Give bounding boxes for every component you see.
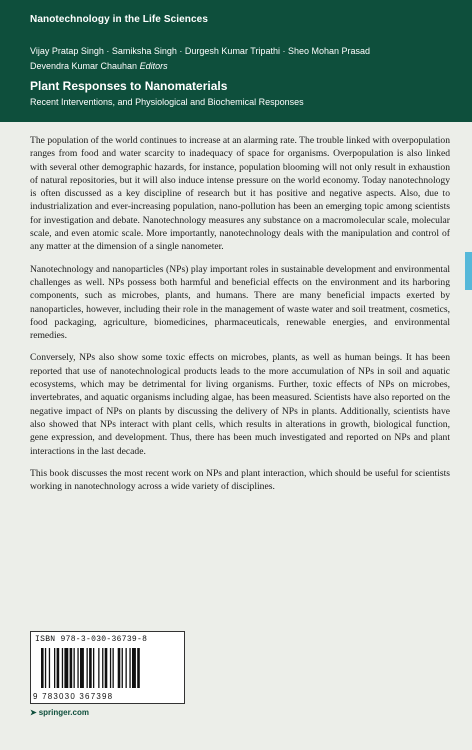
- barcode-stripe: [110, 648, 111, 688]
- barcode-stripe: [77, 648, 78, 688]
- barcode-stripe: [80, 648, 84, 688]
- isbn-label: ISBN 978-3-030-36739-8: [35, 635, 148, 644]
- barcode-stripe: [87, 648, 88, 688]
- barcode-stripe: [122, 648, 123, 688]
- book-title: Plant Responses to Nanomaterials: [30, 79, 228, 93]
- barcode-stripe: [74, 648, 75, 688]
- barcode-stripe: [137, 648, 140, 688]
- barcode-stripe: [126, 648, 127, 688]
- barcode-stripe: [49, 648, 50, 688]
- barcode-stripe: [62, 648, 63, 688]
- barcode-number: 9 783030 367398: [33, 692, 114, 701]
- barcode-stripe: [45, 648, 46, 688]
- barcode-stripe: [70, 648, 73, 688]
- barcode-stripe: [41, 648, 44, 688]
- barcode-stripe: [54, 648, 55, 688]
- barcode-stripe: [64, 648, 68, 688]
- blurb-text: [30, 134, 450, 502]
- editors-role: Editors: [139, 61, 168, 71]
- series-title: Nanotechnology in the Life Sciences: [30, 14, 208, 25]
- barcode-stripe: [118, 648, 121, 688]
- barcode-stripe: [102, 648, 103, 688]
- cover-header: [0, 0, 472, 122]
- editors-line-2: [30, 59, 450, 74]
- barcode-stripe: [98, 648, 99, 688]
- blurb-paragraph-1: The population of the world continues to increase at an alarming rate. The trouble linked with overpopulation ranges from food and water scarcity to inadequacy of space for organisms. Overpopulation is also linked with several other demographic hazards, for instance, population blooming will not only result in exhaustion of natural repositories, but it will also induce intense pressure on the world economy. Today nanotechnology is often discussed as a key discipline of research but it has positive and negative aspects. Also, due to industrialization and ever-increasing population, nano-pollution has been an emerging topic among scientists for investigation and debate. Nanotechnology measures any substance on a macromolecular scale, molecular scale, and even atomic scale. More importantly, nanotechnology deals with the manipulation and control of any matter at the dimension of a single nanometer.: [30, 135, 450, 253]
- editors-line-1: Vijay Pratap Singh · Samiksha Singh · Durgesh Kumar Tripathi · Sheo Mohan Prasad: [30, 46, 371, 56]
- blurb-paragraph-4: This book discusses the most recent work on NPs and plant interaction, which should be useful for scientists working in nanotechnology across a wide variety of disciplines.: [30, 467, 450, 493]
- editor-name: Devendra Kumar Chauhan: [30, 61, 138, 71]
- barcode-stripe: [113, 648, 114, 688]
- editors-list: [30, 44, 450, 74]
- barcode-stripe: [93, 648, 94, 688]
- blurb-paragraph-3: Conversely, NPs also show some toxic effects on microbes, plants, as well as human beings. It has been reported that use of nanotechnological products leads to the more accumulation of NPs in soil and aquatic ecosystems, which may be detrimental for living organisms. Further, toxic effects of NPs on microbes, invertebrates, and aquatic organisms including algae, has been measured. Scientists have also reported on the negative impact of NPs on plants by discussing the delivery of NPs in plants. Additionally, scientists have also showed that NPs interact with plant cells, which results in alterations in growth, biological function, gene expression, and development. Thus, there has been much investigated and reported on NPs and plant interactions in the last decade.: [30, 352, 450, 457]
- publisher-link[interactable]: [30, 708, 89, 717]
- book-subtitle: Recent Interventions, and Physiological and Biochemical Responses: [30, 97, 304, 107]
- barcode-stripe: [129, 648, 130, 688]
- barcode-bars: [41, 648, 176, 688]
- barcode-stripe: [105, 648, 108, 688]
- springer-arrow-icon: ➤: [30, 708, 37, 717]
- barcode-graphic: [41, 648, 176, 688]
- barcode-stripe: [89, 648, 92, 688]
- blurb-paragraph-2: Nanotechnology and nanoparticles (NPs) play important roles in sustainable development and environmental challenges as well. NPs possess both harmful and beneficial effects on the environment and its harboring components, such as microbes, plants, and humans. There are many beneficial impacts exerted by nanoparticles, however, including their role in the management of waste water and soil treatment, cosmetics, food packaging, agriculture, biomedicines, pharmaceuticals, renewable energies, and environmental remedies.: [30, 263, 450, 342]
- spine-accent-bar: [465, 252, 472, 290]
- barcode-stripe: [57, 648, 60, 688]
- publisher-label: springer.com: [38, 708, 89, 717]
- isbn-barcode: [30, 631, 185, 704]
- barcode-stripe: [132, 648, 136, 688]
